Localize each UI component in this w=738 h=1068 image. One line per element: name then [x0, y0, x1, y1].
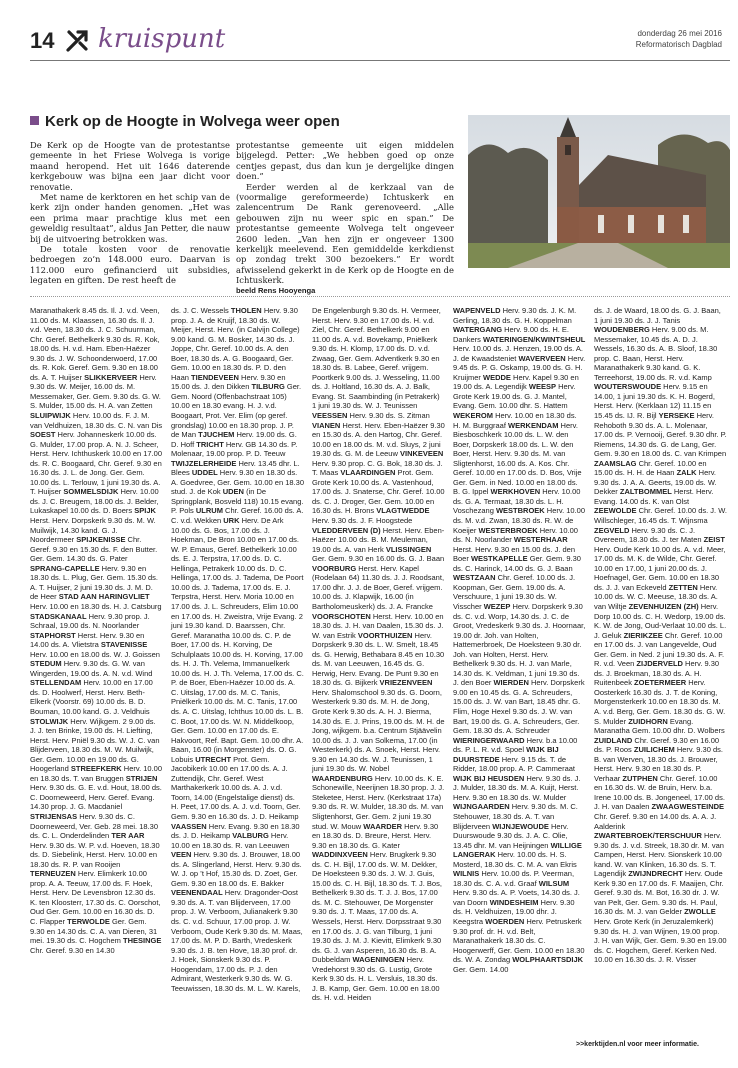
listing-place: VEENENDAAL — [171, 888, 223, 898]
listing-entry — [594, 526, 702, 545]
listing-place: ZAAMSLAG — [594, 458, 637, 468]
listing-place: STEDUM — [30, 659, 62, 669]
listing-services: Herv. 9.30 ds. J. F. Hoogstede — [312, 516, 413, 526]
listing-place: ZALTBOMMEL — [619, 487, 672, 497]
section-divider — [30, 296, 730, 297]
listing-entry — [453, 306, 576, 325]
listing-services: Herv. 9.00 ds. H. E. Dankers — [453, 325, 570, 344]
listing-column-2 — [171, 306, 304, 993]
listing-place: ZETTEN — [668, 582, 698, 592]
listing-services: Herv. 9.30 ds. A. P. Voets, 14.30 ds. J. van Doorn — [453, 888, 580, 907]
listing-services: Herst. Herv. 10.00 en 18.30 ds. J. H. van Daalen, 15.30 ds. J. W. van Estrik — [312, 611, 444, 640]
listing-services: Herv. 9.30 prop. C. G. Bok, 18.30 ds. J. T. Maas — [312, 458, 443, 478]
listing-column-1 — [30, 306, 163, 955]
listing-services: Herv. b.a 10.00 ds. P. L. R. v.d. Spoel — [453, 735, 578, 755]
listing-services: Herst. Herv. 9.30 en 15.00 ds. J. den Boer — [453, 544, 576, 564]
listing-place: ZIERIKZEE — [623, 630, 663, 640]
footer-more-info-link[interactable]: >>kerktijden.nl voor meer informatie. — [576, 1041, 699, 1048]
listing-place: ZEGVELD — [594, 525, 630, 535]
listing-services: Ger. Gem. 14.00 — [453, 964, 509, 974]
listing-entry — [312, 306, 441, 410]
listing-place: VALBURG — [232, 831, 269, 841]
listing-entry — [30, 411, 162, 430]
listing-services: Herv. 9.30 prop. J. A. de Kruijf, 18.30 ds. W. Meijer, Herst. Herv. (in Calvijn College) 9.00 kand. G. M. Bosker, 14.30 ds. J. Joppe, Chr. Geref. 10.00 ds. A. den Boer, 18.30 ds. A. G. Boogaard, Ger. Gem. 10.00 en 18.30 ds. P. D. den Haan — [171, 306, 300, 382]
listing-entry — [171, 850, 302, 888]
listing-services: Herv. 9.30 ds. J. K. M. Gerling, 18.30 ds. G. H. Koppelman — [453, 306, 577, 325]
listing-place: TIENDEVEEN — [191, 372, 239, 382]
listing-place: TERNEUZEN — [30, 869, 76, 879]
article-paragraph: De totale kosten voor de renovatie bedroegen zo’n 148.000 euro. Daarvan is 112.000 euro gefinancierd uit subsidies, legaten en giften. De rest heeft de — [30, 244, 230, 286]
listing-place: UTRECHT — [195, 754, 232, 764]
listing-place: WESTERBROEK — [478, 525, 538, 535]
listing-place: ZALK — [676, 468, 697, 478]
newspaper-name: Reformatorisch Dagblad — [635, 40, 722, 49]
listing-place: VEESSEN — [312, 411, 348, 421]
listing-services: Herv. 10.00 ds. W. C. Meeuse, 18.30 ds. A. van Wiltje — [594, 582, 718, 611]
listing-place: SPIJK — [134, 506, 156, 516]
listing-place: UDDEL — [191, 468, 218, 478]
listing-place: VLEDDERVEEN (D) — [312, 525, 381, 535]
listing-place: WAARDENBURG — [312, 773, 373, 783]
article-paragraph: Eerder werden al de kerkzaal van de (voormalige gereformeerde) Ichtuskerk en zalencentrum De Rank gerenoveerd. „Alle gebouwen zijn nu weer spic en span.” De protestantse gemeente Wolvega telt ongeveer 2600 leden. „Van hen zijn er ongeveer 1300 kerkelijk meelevend. Een gemiddelde kerkdienst op zondag trekt 300 bezoekers.” Er wordt afwisselend gekerkt in de Kerk op de Hoogte en de Ichtuskerk. — [236, 181, 454, 286]
listing-place: WINDESHEIM — [489, 897, 539, 907]
listing-entry — [30, 306, 160, 382]
listing-place: WAGENINGEN — [352, 955, 405, 965]
listing-place: STELLENDAM — [30, 678, 82, 688]
listing-services: Chr. Geref. 9.30 en 16.00 ds. P. Roos — [594, 735, 720, 755]
listing-services: Herv. 9.30 ds. S. Zitman — [347, 411, 430, 421]
listing-place: WAARDER — [363, 821, 403, 831]
headline-square-icon — [30, 116, 39, 125]
listing-place: TER AAR — [111, 831, 145, 841]
listing-place: ZUIDLAND — [594, 735, 633, 745]
listing-services: De Engelenburgh 9.30 ds. H. Vermeer, Herst. Herv. 9.30 en 17.00 ds. H. v.d. Ziel, Chr. Geref. Bethelkerk 9.00 en 11.00 ds. A. v.d. Bovekamp, Pniëlkerk 9.30 ds. H. Klomp, 17.00 ds. D. v.d. Zwaag, Ger. Gem. Adventkerk 9.30 en 18.30 ds. B. Labee, Geref. vrijgem. Poortkerk 9.00 ds. J. Wesseling, 11.00 ds. J. Holtland, 16.30 ds. A. J. Balk, Evang. St. Saambinding (in Petrakerk) 1 juni 19.30 ds. W. J. Teunissen — [312, 306, 441, 411]
listing-services: Herv. 13.45 dhr. L. Blees — [171, 458, 300, 478]
listing-services: Chr. Geref. 10.00 en 16.30 ds. W. de Bruin, Herv. b.a. Irene 10.00 ds. B. Jongeneel, 17.00 ds. J. H. van Daalen — [594, 773, 725, 812]
listing-place: VLAGTWEDDE — [376, 506, 430, 516]
listing-place: WIJNGAARDEN — [453, 802, 510, 812]
listing-services: Herv. 9.30 ds. C. Doorneweerd, Ver. Geb. 28 mei. 18.30 ds. C. L. Onderdelinden — [30, 811, 158, 841]
listing-services: Chr. Geref. 9.30 en 14.30 — [30, 945, 115, 955]
listing-entry — [30, 678, 153, 716]
listing-services: Herst. Herv. 9.30 en 14.00 ds. A. Vlietstra — [30, 630, 145, 650]
listing-services: Herv. Dragonder-Oost 9.30 ds. A. T. van Blijderveen, 17.00 prop. J. W. Verboom, Julianakerk 9.30 ds. C. v.d. Schuur, 17.00 prop. J. W. Verboom, Oude Kerk 9.30 ds. M. Maas, 17.00 ds. M. P. D. Barth, Vredeskerk 9.30 ds. J. B. ten Hove, 18.30 prof. dr. J. Hoek, Sionskerk 9.30 ds. P. Hoogendam, 17.00 ds. P. J. den Admirant, Westerkerk 9.30 ds. W. G. Teeuwissen, 18.30 ds. M. L. W. Karels, — [171, 888, 303, 993]
listing-entry — [171, 306, 300, 382]
header-rule — [30, 60, 730, 61]
listing-services: Chr. Geref. 16.00 ds. A. C. v.d. Wekken — [171, 506, 304, 526]
listing-place: WOLPHAARTSDIJK — [512, 955, 584, 965]
listing-entry — [312, 411, 430, 420]
listing-services: Herv. Kapel 9.30 en 19.00 ds. A. Legendijk — [453, 372, 579, 392]
listing-place: THESINGE — [122, 936, 162, 946]
listing-services: Herst. Herv. Dorpskerk 9.30 ds. M. W. Muilwijk, 14.30 kand. G. J. Noordermeer — [30, 516, 156, 545]
listing-place: WERKHOVEN — [490, 487, 541, 497]
listing-services: Herv. 9.30 ds. J. v.d. Streek, 18.30 dr. M. van Campen, Herst. Herv. Sionskerk 10.00 kand. W. van Klinken, 16.30 ds. S. T. Lagendijk — [594, 831, 724, 879]
article-column-2 — [236, 140, 454, 296]
crossroads-icon — [64, 26, 92, 54]
listing-place: ULRUM — [195, 506, 223, 516]
listing-services: Herv. 10.00 ds. F. J. M. van Veldhuizen, 18.30 ds. C. N. van Dis — [30, 411, 163, 430]
listing-place: WIJK BIJ DUURSTEDE — [453, 745, 559, 764]
listing-entry — [171, 888, 303, 992]
listing-services: Herv. 10.00 ds. J. C. Breugem, 18.00 ds. J. Belder, Lukaskapel 10.00 ds. D. Boers — [30, 487, 159, 516]
listing-place: WESTKAPELLE — [470, 554, 528, 564]
listing-place: SLUIPWIJK — [30, 411, 71, 421]
listing-entry — [453, 736, 577, 755]
listing-place: WAVERVEEN — [518, 353, 566, 363]
issue-date: donderdag 26 mei 2016 — [637, 29, 722, 38]
listing-services: Herv. 9.30 ds. W. P. v.d. Hoeven, 18.30 ds. D. Siebelink, Herst. Herv. 10.00 en 18.30 ds. R. P. van Rooijen — [30, 840, 160, 869]
listing-place: WEKEROM — [453, 411, 493, 421]
listing-services: Herv. Johanneskerk 10.00 ds. G. Mulder, 17.00 prop. A. N. J. Scheer, Herst. Herv. Ichthuskerk 10.00 en 17.00 ds. R. C. Boogaard, Chr. Geref. 9.30 en 16.30 ds. J. L. de Jong. Ger. Gem. 10.00 ds. L. Terlouw, 1 juni 19.30 ds. A. T. Huijser — [30, 430, 163, 497]
listing-services: Herv. 9.00 ds. M. Messemaker, 10.45 ds. A. D. J. Wessels, 16.30 ds. A. B. Sloof, 18.30 prop. C. Baan, Herst. Herv. Maranathakerk 9.30 kand. G. K. Terreehorst, 19.00 ds. R. v.d. Kamp — [594, 325, 718, 382]
listing-place: WILNIS — [453, 869, 480, 879]
listing-place: WESTERHAAR — [513, 535, 568, 545]
listing-entry — [171, 755, 300, 821]
listing-place: WIERINGERWAARD — [453, 735, 525, 745]
listing-services: Chr. Geref. 9.30 en 14.00 ds. A. A. J. Aalderink — [594, 811, 717, 831]
listing-services: Herv. 9.30 ds. B. van Werven, 18.30 ds. J. Brouwer, Herst. Herv. 9.30 en 18.30 ds. P. Verhaar — [594, 745, 723, 783]
listing-place: ZEVENHUIZEN (ZH) — [628, 601, 699, 611]
listing-services: Herv. 9.30 en 18.30 ds. L. Plug, Ger. Gem. 15.30 ds. A. T. Huijser, 2 juni 19.30 ds. J. M. D. de Heer — [30, 563, 158, 602]
listing-place: WIJNJEWOUDE — [492, 821, 549, 831]
listing-services: Chr. Geref. 10.00 ds. J. Koopman, Ger. Gem. 19.00 ds. A. Verschuure, 1 juni 19.30 ds. W. Visscher — [453, 573, 576, 611]
listing-services: Herv. Dorp 10.00 ds. C. H. Wedorp, 19.00 ds. K. W. de Jong, Oud-Verlaat 10.00 ds. L. J. Geluk — [594, 601, 727, 640]
listing-services: Herv. 9.30 ds. J. A. A. Geerts, 19.00 ds. W. Dekker — [594, 468, 717, 497]
listing-services: Herv. 10.00 en 18.00 ds. W. J. Goissen — [30, 649, 160, 659]
listing-column-3 — [312, 306, 445, 1003]
listing-entry — [312, 678, 445, 773]
article-column-1 — [30, 140, 230, 286]
listing-services: Herv. Rehoboth 9.30 ds. A. L. Molenaar, 17.00 ds. P. Vernooij, Geref. 9.30 dhr. P. Riemens, 14.30 ds. G. de Lang, Ger. Gem. 9.30 en 18.00 ds. C. van Krimpen — [594, 411, 727, 459]
listing-services: Herv. Duurswoude 9.30 ds. J. A. C. Olie, 13.45 dhr. M. van Heijningen — [453, 821, 569, 850]
listing-services: Herv. 9.30 en 15.00 ds. J. den Dikken — [171, 372, 286, 392]
listing-services: Herv. Brugkerk 9.30 ds. C. H. Bijl, 17.00 ds. W. M. Dekker, De Hoeksteen 9.30 ds. J. W. J. Guis, 15.00 ds. C. H. Bijl, 18.30 ds. T. J. Bos, Bethelkerk 9.30 ds. T. J. J. Bos, 17.00 ds. M. C. Stehouwer, De Morgenster 9.30 ds. J. T. Maas, 17.00 ds. A. Wessels, Herst. Herv. Dorpsstraat 9.30 en 17.00 ds. J. G. van Tilburg, 1 juni 19.30 ds. J. M. J. Kievitt, Elimkerk 9.30 ds. G. J. van Asperen, 16.30 ds. B. A. Dubbeldam — [312, 850, 442, 965]
listing-place: WATERINGEN/KWINTSHEUL — [483, 334, 586, 344]
listing-place: STAVENISSE — [100, 640, 148, 650]
listing-entry — [30, 659, 152, 678]
listing-services: Herv. Oude Kerk 10.00 ds. A. v.d. Meer, 17.00 ds. M. K. de Wilde, Chr. Geref. 10.00 en 17.00, 1 juni 20.00 ds. J. Hoefnagel, Ger. Gem. 10.00 en 18.30 ds. J. J. van Eckeveld — [594, 544, 726, 592]
listing-place: URK — [223, 516, 240, 526]
issue-info — [636, 28, 722, 50]
listing-place: ZIJDERVELD — [636, 659, 683, 669]
listing-place: VLAARDINGEN — [340, 468, 396, 478]
listing-services: Evang. Maranatha Gem. 10.00 dhr. D. Wolbers — [594, 716, 725, 736]
listing-place: ZWIJNDRECHT — [628, 869, 683, 879]
listing-services: Herst. Herv. Eben-Haëzer 10.00 ds. B. M. Meuleman, 19.00 ds. A. van Herk — [312, 525, 445, 554]
listing-services: Herv. 10.00 ds. K. E. Schonewille, Neerijnen 18.30 prop. J. J. Steketee, Herst. Herv. (Kerkstraat 17a) 9.30 ds. R. W. Mulder, 18.30 ds. M. van Sligtenhorst, Ger. Gem. 2 juni 19.30 stud. W. Mouw — [312, 773, 445, 831]
page-header — [30, 22, 730, 58]
listing-services: ds. J. C. Wessels — [171, 306, 229, 315]
article-paragraph: De Kerk op de Hoogte van de protestantse gemeente in het Friese Wolvega is vorige maand heropend. Het uit 1646 daterende kerkgebouw was bijna een jaar dicht voor renovatie. — [30, 140, 230, 192]
listing-services: (in De Springplank, Bosveld 118) 10.15 evang. P. Pols — [171, 487, 304, 516]
listing-place: ZUIDHORN — [628, 716, 668, 726]
listing-services: Herv. 9.45 ds. P. G. Oskamp, 19.00 ds. G. H. Kruijmer — [453, 353, 586, 382]
listing-entry — [594, 325, 717, 382]
listing-place: STADSKANAAL — [30, 611, 87, 621]
listing-place: STRIJEN — [125, 773, 158, 783]
listing-place: STAD AAN HARINGVLIET — [58, 592, 150, 602]
listing-place: TILBURG — [251, 382, 285, 392]
listing-services: Herv. 9.15 en 14.00, 1 juni 19.30 ds. K. H. Bogerd, Herst. Herv. (Kerklaan 12) 11.15 en 15.45 ds. IJ. R. Bijl — [594, 382, 715, 421]
article-headline — [30, 113, 340, 130]
listing-place: ZUTPHEN — [622, 773, 658, 783]
listing-entry — [312, 564, 444, 611]
listing-place: ZEEWOLDE — [594, 506, 637, 516]
listing-place: YERSEKE — [658, 411, 695, 421]
listing-services: Herv. 10.00 ds. G. A. Termaat, 18.30 ds. L. H. Voschezang — [453, 487, 581, 516]
listing-place: VAASSEN — [171, 821, 207, 831]
listing-services: Herv. Biesboschkerk 10.00 ds. L. W. den Boer, Dorpskerk 18.00 ds. L. W. den Boer, Herst. Herv. 9.30 ds. M. van Sligtenhorst, 16.00 ds. A. Kos. Chr. Geref. 10.00 en 17.00 ds. D. Bos, Vrije Ger. Gem. in Ned. 10.00 en 18.00 ds. B. G. Ippel — [453, 420, 582, 497]
listing-place: WESTBROEK — [495, 506, 545, 516]
section-title: kruispunt — [98, 24, 226, 54]
listing-services: Herv. 10.00 ds. M. v.d. Zwan, 18.30 ds. R. W. de Koeijer — [453, 506, 586, 535]
listing-services: Herv. 9.15 ds. T. de Ridder, 18.00 prop. A. P. Cammeraat — [453, 754, 576, 774]
listing-services: Chr. Geref. 10.00 en 17.00 ds. J. van Langevelde, Oud Ger. Gem. in Ned. 2 juni 19.30 ds. A. F. R. v.d. Veen — [594, 630, 725, 669]
listing-services: Herv. Petruskerk 9.30 prof. dr. H. v.d. Belt, Maranathakerk 18.30 ds. C. Hoogerwerff, Ger. Gem. 10.00 en 18.30 ds. W. A. Zondag — [453, 917, 585, 965]
listing-place: STOLWIJK — [30, 716, 69, 726]
listing-services: Ger. Gem. 9.30 en 16.00 ds. G. J. Baan — [312, 554, 445, 564]
listing-entry — [453, 554, 581, 573]
listing-services: Herv. Elimkerk 10.00 prop. A. A. Teeuw, 17.00 ds. F. Hoek, Herst. Herv. De Levensbron 12.30 ds. K. ten Kloosterr, 17.30 ds. C. Oorschot, Oud Ger. Gem. 10.00 en 16.30 ds. D. C. Flapper — [30, 869, 161, 926]
listing-place: UDEN — [222, 487, 244, 497]
listing-place: WEDDE — [483, 372, 511, 382]
listing-place: ZEIST — [703, 535, 725, 545]
listing-services: Ger. Gem. Noord (Offenbachstraat 105) 10.00 en 18.30 evang. H. J. v.d. Boogaart, Prot. Ver. Elim (op geref. grondslag) 10.00 en 18.30 prop. J. P. de Man — [171, 382, 302, 440]
listing-place: WOUTERSWOUDE — [594, 382, 662, 392]
listing-entry — [312, 850, 442, 964]
listing-services: Herv. 10.00 en 18.30 ds. H. M. Burggraaf — [453, 411, 577, 430]
listing-place: STAPHORST — [30, 630, 76, 640]
listing-place: ZWOLLE — [684, 907, 716, 917]
listing-services: Chr. Geref. 9.30 en 15.30 ds. F. den Butter. Ger. Gem. 14.30 ds. G. Pater — [30, 535, 158, 564]
listing-place: WATERGANG — [453, 325, 503, 335]
listing-place: VINKEVEEN — [399, 449, 444, 459]
listing-place: STRIJENSAS — [30, 811, 78, 821]
listing-entry — [594, 506, 727, 525]
listing-place: WIJK BIJ HEUSDEN — [453, 773, 525, 783]
listing-place: ZUILICHEM — [633, 745, 675, 755]
listing-services: Herst. Herv. Eben-Haëzer 9.30 en 15.30 ds. A. den Hartog, Chr. Geref. 10.00 en 18.00 ds. M. v.d. Sluys, 2 juni 19.30 ds. G. M. de Leeuw — [312, 420, 445, 459]
listing-services: Chr. Geref. 10.00 en 15.00 ds. H. H. de Haan — [594, 458, 707, 478]
listing-place: SPIJKENISSE — [76, 535, 126, 545]
listing-place: VOORBURG — [312, 563, 357, 573]
listing-services: Herv. 9.30 ds. G. E. v.d. Hout, 18.00 ds. C. Doorneweerd, Herv. Geref. Evang. 14.30 prop. J. G. Macdaniel — [30, 783, 162, 812]
listing-place: TRICHT — [196, 439, 224, 449]
listing-place: SOMMELSDIJK — [63, 487, 119, 497]
listing-place: WOUDENBERG — [594, 325, 650, 335]
listing-services: Herv. Wijkgem. 2 9.00 ds. J. J. ten Brinke, 19.00 ds. H. Liefting, Herst. Herv. Pniël 9.30 ds. W. J. C. van Blijderveen, 18.30 ds. M. W. Muilwijk, Ger. Gem. 10.00 en 19.00 ds. G. Hoogerland — [30, 716, 160, 774]
listing-place: VRIEZENVEEN — [379, 678, 433, 688]
listing-services: Herv. 10.00 ds. P. Veerman, 18.30 ds. C. A. v.d. Graaf — [453, 869, 575, 888]
listing-place: VOORSCHOTEN — [312, 611, 371, 621]
listing-services: Herv. 9.30 en 18.30 ds. A. Goedvree, Ger. Gem. 10.00 en 18.30 stud. J. de Kok — [171, 468, 304, 497]
listing-place: VOORTHUIZEN — [357, 630, 413, 640]
listing-place: WAPENVELD — [453, 306, 501, 315]
listing-place: WILLIGE LANGERAK — [453, 840, 582, 860]
listing-place: WILSUM — [538, 878, 570, 888]
listing-column-4 — [453, 306, 586, 974]
listing-place: WIERDEN — [493, 678, 529, 688]
listing-services: Ger. Gem. 9.30 ds. C. Harinck, 14.00 ds. G. J. Baan — [453, 554, 581, 573]
listing-services: Herv. 10.00 en 17.00 ds. D. Hoolwerf, Herst. Herv. Beth-Elkerk (Voorstr. 69) 10.00 ds. B. D. Bouman, 10.00 kand. G. J. Veldhuis — [30, 678, 153, 716]
listing-place: WEESP — [528, 382, 556, 392]
listing-entry — [453, 421, 582, 497]
listing-place: SLIKKERVEER — [84, 372, 138, 382]
listing-services: Herv. Dorpskerk 9.30 ds. L. W. Smelt, 18.45 ds. G. Herwig, Bethabara 8.45 en 10.30 ds. M. van Leeuwen, 16.45 ds. G. Herwig, Herv. Evang. De Punt 9.30 en 18.30 ds. G. Bijkerk — [312, 630, 445, 688]
church-photo — [468, 115, 730, 268]
photo-credit: beeld Rens Hooyenga — [236, 285, 316, 295]
listing-services: Herv. 10.00 en 18.30 ds. T. van Bruggen — [30, 764, 163, 783]
listing-services: Herv. 10.00 en 18.30 ds. R. van Leeuwen — [171, 831, 290, 850]
listing-place: STREEFKERK — [70, 764, 122, 774]
listing-services: Herv. 9.30 ds. J. J. Mulder, 18.30 ds. M. A. Kuijt, Herst. Herv. 9.30 en 18.30 ds. W. Mulder — [453, 773, 581, 802]
listing-services: Herv. 9.30 ds. C. J. Overeem, 18.30 ds. J. ter Maten — [594, 525, 702, 545]
listing-services: Herv. 19.00 ds. G. D. Hoff — [171, 430, 297, 449]
listing-services: Herv. Dorpskerk 9.30 ds. C. v.d. Worp, 14.30 ds. J. C. de Groot, Vredeskerk 9.30 ds. J. Hoornaar, 19.00 dr. Joh. van Holten, Hattemerbroek, De Hoeksteen 9.30 dr. Joh. van Holten, Herst. Herv. Bethelkerk 9.30 ds. H. J. van Marle, 14.30 ds. K. Veldman, 1 juni 19.30 ds. J. den Boer — [453, 601, 586, 688]
church-illustration — [468, 115, 730, 268]
listing-place: WEZEP — [483, 601, 511, 611]
listing-services: Prot. Gem. Grote Kerk 10.00 ds. A. Vastenhoud, 17.00 ds. J. Snaterse, Chr. Geref. 10.00 ds. C. J. Droger, Ger. Gem. 10.00 en 16.30 ds. H. Brons — [312, 468, 445, 516]
listing-services: Maranathakerk 8.45 ds. Il. J. v.d. Veen, 11.00 ds. M. Klaassen, 16.30 ds. Il. J. v.d. Veen, 18.30 ds. J. C. Schuurman, Chr. Geref. Bethelkerk 9.30 ds. R. Kok, 18.00 ds. H. v.d. Ham. Eben-Haëzer 9.30 ds. J. W. Schoonderwoerd, 17.00 ds. R. Kok. Geref. Gem. 9.30 en 18.00 ds. A. T. Huijser — [30, 306, 160, 382]
listing-place: ZWAAGWESTEINDE — [651, 802, 725, 812]
listing-services: Herst. Herv. Kapel (Rodelaan 64) 11.30 ds. J. J. Roodsant, 17.00 dhr. J. J. de Boer, Geref. vrijgem. 10.00 ds. J. Klapwijk, 16.00 (in Bartholomeuskerk) ds. J. A. Francke — [312, 563, 445, 611]
listing-services: Herv. Vredehorst 9.30 ds. G. Lustig, Grote Kerk 9.30 ds. H. L. Versluis, 18.30 ds. J. B. Kamp, Ger. Gem. 10.00 en 18.00 ds. H. v.d. Heiden — [312, 955, 440, 1003]
listing-services: Herv. Grote Kerk 19.00 ds. G. J. Mantel, Evang. Gem. 10.00 dhr. S. Hattem — [453, 382, 576, 411]
listing-services: Herv. 9.30 ds. W. Meijer, 16.00 ds. M. Messemaker, Ger. Gem. 9.30 ds. G. W. S. Mulder, 15.00 ds. H. A. van Zetten — [30, 372, 161, 411]
listing-entry — [594, 306, 721, 325]
listing-services: Chr. Geref. 10.00 ds. J. W. Willschleger, 16.45 ds. T. Wijnsma — [594, 506, 727, 526]
listing-services: Herv. 9.30 ds. J. Broekman, 18.30 ds. A. H. Ruitenbeek — [594, 659, 720, 688]
listing-place: TERWOLDE — [67, 917, 110, 926]
listing-place: VIANEN — [312, 420, 341, 430]
listing-services: ds. J. de Waard, 18.00 ds. G. J. Baan, 1 juni 19.30 ds. J. J. Tanis — [594, 306, 721, 325]
listing-services: Herv. Dorpskerk 9.00 en 10.45 ds. G. A. Schreuders, 15.00 ds. J. W. van Bart, 18.45 dhr. G. Flim, Hoge Hexel 9.30 ds. J. W. van Bart, 19.00 ds. G. A. Schreuders, Ger. Gem. 18.30 ds. A. Schreuder — [453, 678, 585, 736]
listing-services: Herv. 9.30 ds. J. Brouwer, 18.00 ds. A. Slingerland, Herst. Herv. 9.30 ds. W. J. op ’t Hof, 15.30 ds. D. Zoet, Ger. Gem. 9.30 en 18.00 ds. E. Bakker — [171, 850, 302, 888]
headline-text: Kerk op de Hoogte in Wolvega weer open — [45, 113, 340, 130]
listing-place: WOERDEN — [485, 917, 525, 926]
listing-column-5 — [594, 306, 727, 965]
listing-services: Herv. 9.30 ds. H. Veldhuizen, 19.00 dhr. J. Keegstra — [453, 897, 575, 926]
listing-entry — [453, 774, 580, 802]
listing-services: Herv. 9.30 ds. M. C. Stehouwer, 18.30 ds. A. T. van Blijderveen — [453, 802, 578, 831]
listing-place: TWIJZELERHEIDE — [171, 458, 237, 468]
listing-place: WERKENDAM — [508, 420, 559, 430]
listing-services: Herv. 9.30 en 18.30 ds. D. Breure, Herst. Herv. 9.30 en 18.30 ds. G. Kater — [312, 821, 439, 850]
listing-services: Herv. Shalomschool 9.30 ds. G. Doorn, Westerkerk 9.30 ds. M. H. de Jong, Grote Kerk 9.30 ds. A. H. J. Bierma, 14.30 ds. E. J. Prins, 19.00 ds. M. H. de Jong, wijkgem. b.a. Centrum Stjäävelin 10.00 ds. J. J. van Solkema, 17.00 (in Westerkerk) ds. A. Snoek, Herst. Herv. 9.30 en 14.30 ds. W. J. Teunissen, 1 juni 19.30 ds. W. Nobel — [312, 687, 445, 774]
listing-services: Herv. 10.00 ds. J. Henzen, 19.00 ds. A. J. de Kwaadsteniet — [453, 344, 583, 363]
listing-services: Herv. GB 14.30 ds. P. Molenaar, 19.00 prop. P. D. Teeuw — [171, 439, 298, 459]
listing-place: SOEST — [30, 430, 56, 440]
listing-entry — [171, 516, 304, 764]
listing-entry — [171, 306, 229, 315]
listing-services: Herst. Herv. Evang. 14.00 ds. K. van Olst — [594, 487, 714, 506]
page-number: 14 — [30, 28, 55, 53]
listing-services: Herv. 10.00 ds. H. S. Mosterd, 18.30 ds. C. M. A. van Ekris — [453, 850, 577, 869]
listing-place: WESTZAAN — [453, 573, 496, 583]
article-paragraph: Met name de kerktoren en het schip van de kerk zijn onder handen genomen. „Het was een prima maar prachtige klus met een geweldig resultaat”, aldus Jan Petter, die nauw bij de uitvoering betrokken was. — [30, 192, 230, 244]
article-paragraph: protestantse gemeente uit eigen middelen bijgelegd. Petter: „We hebben goed op onze centjes gepast, dus dan kun je dergelijke dingen doen.” — [236, 140, 454, 182]
listing-services: Prot. Gem. Jacobikerk 10.00 en 17.00 ds. A. J. Zuttendijk, Chr. Geref. West Marthakerkerk 10.00 ds. A. J. v.d. Toorn, 14.00 (Engelstalige dienst) ds. H. Peet, 17.00 ds. A. J. v.d. Toorn, Ger. Gem. 9.30 en 16.30 ds. J. D. Heikamp — [171, 754, 301, 821]
listing-services: Herv. Oude Kerk 9.30 en 17.00 ds. F. Maaijen, Chr. Geref. 9.30 ds. M. Bot, 16.30 dr. J. W. van Pelt, Ger. Gem. 9.30 ds. H. Paul, 16.30 ds. M. J. van Gelder — [594, 869, 724, 917]
listing-place: THOLEN — [230, 306, 262, 315]
listing-place: VLISSINGEN — [385, 544, 432, 554]
listing-entry — [453, 602, 585, 687]
listing-services: Herv. 9.30 prop. J. Schraal, 19.00 ds. N. Noorlander — [30, 611, 150, 631]
listing-place: SPRANG-CAPELLE — [30, 563, 100, 573]
listing-place: VEEN — [171, 850, 192, 860]
listing-services: Herv. 9.30 ds. G. W. van Wingerden, 19.00 ds. A. N. v.d. Wind — [30, 659, 153, 678]
listing-services: Herv. De Ark 10.00 ds. G. Bos, 17.00 ds. J. Hoekman, De Bron 10.00 en 17.00 ds. W. P. Emaus, Geref. Bethelkerk 10.00 ds. E. J. Terpstra, 17.00 ds. D. C. Hellinga, Petrakerk 10.00 ds. D. C. Hellinga, 17.00 ds. J. Tadema, De Poort 10.00 ds. J. Tadema, 17.00 ds. E. J. Terpstra, Herst. Herv. Moria 10.00 en 17.00 ds. J. L. Schreuders, Elim 10.00 en 17.00 ds. H. Zweistra, Vrije Evang. 2 juni 19.30 kand. D. Baarssen, Chr. Geref. Maranatha 10.00 ds. C. P. de Boer, 17.00 ds. H. Korving, De Schulplaats 10.00 ds. H. Korving, 17.00 ds. H. J. Th. Velema, Immanuelkerk 10.00 ds. H. J. Th. Velema, 17.00 ds. C. P. de Boer, Eben-Haëzer 10.00 ds. A. C. Uitslag, 17.00 ds. M. C. Tanis, Pniëlkerk 10.00 ds. M. C. Tanis, 17.00 ds. A. C. Uitslag, Ichthus 10.00 ds. L. B. C. Boot, 17.00 ds. W. N. Middelkoop, Ger. Gem. 10.00 en 17.00 ds. E. Hakvoort, Ref. Bapt. Gem. 10.00 dhr. A. Baan, 16.00 (in Morgenster) ds. O. G. Lobuis — [171, 516, 304, 764]
listing-services: Ger. Gem. 9.30 en 14.30 ds. C. A. van Dieren, 31 mei. 19.30 ds. C. Hogchem — [30, 917, 158, 946]
listing-place: ZOETERMEER — [634, 678, 687, 688]
listing-entry — [30, 612, 150, 631]
listing-place: ZWARTEBROEK/TERSCHUUR — [594, 831, 702, 841]
listing-services: Herv. Grote Kerk (in Jeruzalemkerk) 9.30 ds. H. J. van Wijnen, 19.00 prop. J. H. van Wijk, Ger. Gem. 9.30 en 19.00 ds. C. Hogchem, Geref. Kerken Ned. 10.00 en 16.30 ds. J. R. Visser — [594, 917, 727, 965]
listing-services: Herv. 10.00 ds. N. Noorlander — [453, 525, 578, 545]
listing-services: Herv. Oosterkerk 16.30 ds. J. T. de Koning, Morgensterkerk 10.00 en 18.30 ds. M. A. v.d. Berg, Ger. Gem. 18.30 ds. G. W. S. Mulder — [594, 678, 726, 726]
listing-services: Herv. Evang. 9.30 en 18.30 ds. J. D. Heikamp — [171, 821, 300, 841]
listing-place: WADDINXVEEN — [312, 850, 368, 860]
listing-place: TJUCHEM — [198, 430, 235, 440]
listing-services: Herv. 10.00 en 18.30 ds. H. J. Catsburg — [30, 601, 162, 611]
